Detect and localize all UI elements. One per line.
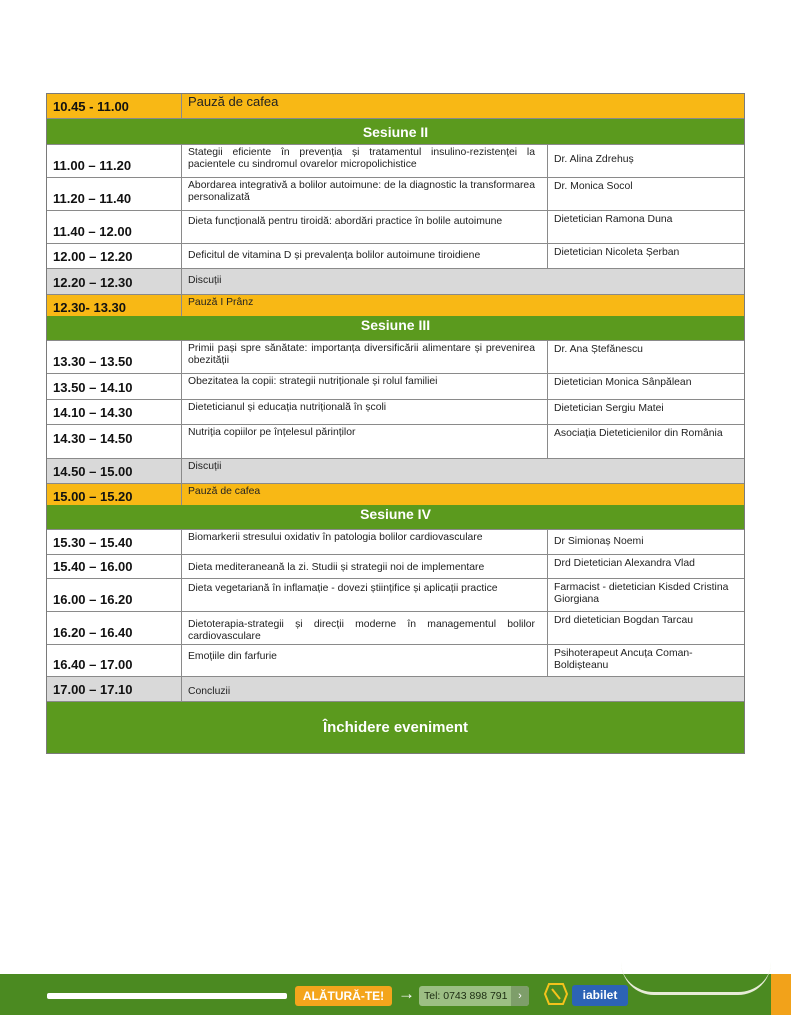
agenda-row — [47, 244, 744, 269]
session-talk-title: Pauză de cafea — [181, 94, 744, 118]
session-talk-title: Dieta vegetariană în inflamație - dovezi științifice și aplicații practice — [181, 579, 547, 611]
speaker-name: Dr Simionaș Noemi — [547, 530, 744, 554]
speaker-name: Dietetician Ramona Duna — [547, 211, 744, 243]
time-slot: 16.20 – 16.40 — [53, 625, 133, 640]
session-title: Sesiune II — [362, 124, 429, 140]
session-talk-title: Stategii eficiente în prevenția și tratamentul insulino-rezistenței la pacientele cu sindromul ovarelor micropolichistice — [181, 145, 547, 177]
iabilet-logo[interactable]: iabilet — [572, 985, 628, 1006]
discussion-row — [47, 269, 744, 295]
speaker-name: Dietetician Sergiu Matei — [547, 400, 744, 424]
speaker-name: Drd dietetician Bogdan Tarcau — [547, 612, 744, 644]
time-slot: 16.00 – 16.20 — [53, 592, 133, 607]
agenda-table — [46, 93, 745, 754]
session-header — [47, 505, 744, 530]
decorative-line — [47, 993, 287, 999]
speaker-name: Dr. Ana Ștefănescu — [547, 341, 744, 373]
time-slot: 14.50 – 15.00 — [53, 464, 133, 479]
session-talk-title: Emoțiile din farfurie — [181, 645, 547, 676]
agenda-row — [47, 530, 744, 555]
time-slot: 13.30 – 13.50 — [53, 354, 133, 369]
time-slot: 14.10 – 14.30 — [53, 405, 133, 420]
session-talk-title: Discuții — [181, 269, 744, 294]
session-talk-title: Concluzii — [181, 677, 744, 701]
ticket-icon — [543, 982, 569, 1006]
session-header — [47, 119, 744, 145]
session-talk-title: Dietoterapia-strategii și direcții moderne în managementul bolilor cardiovasculare — [181, 612, 547, 644]
time-slot: 11.20 – 11.40 — [53, 191, 132, 206]
arrow-right-icon: → — [398, 984, 415, 1003]
agenda-row — [47, 145, 744, 178]
speaker-name: Dietetician Monica Sânpălean — [547, 374, 744, 399]
time-slot: 12.20 – 12.30 — [53, 275, 133, 290]
time-slot: 10.45 - 11.00 — [53, 99, 129, 114]
time-slot: 15.40 – 16.00 — [53, 559, 133, 574]
agenda-row — [47, 178, 744, 211]
closing-title: Închidere eveniment — [322, 719, 469, 736]
agenda-row — [47, 341, 744, 374]
session-talk-title: Dieta mediteraneană la zi. Studii și strategii noi de implementare — [181, 555, 547, 578]
session-title: Sesiune III — [360, 317, 431, 333]
session-talk-title: Pauză I Prânz — [181, 295, 744, 319]
closing-row — [47, 702, 744, 753]
session-talk-title: Abordarea integrativă a bolilor autoimune: de la diagnostic la transformarea personalizată — [181, 178, 547, 210]
agenda-row — [47, 400, 744, 425]
session-talk-title: Primii pași spre sănătate: importanța diversificării alimentare și prevenirea obezității — [181, 341, 547, 373]
speaker-name: Farmacist - dietetician Kisded Cristina Giorgiana — [547, 579, 744, 611]
speaker-name: Dr. Alina Zdrehuș — [547, 145, 744, 177]
phone-button[interactable] — [419, 986, 529, 1006]
session-talk-title: Discuții — [181, 459, 744, 483]
agenda-row — [47, 425, 744, 459]
session-talk-title: Deficitul de vitamina D și prevalența bolilor autoimune tiroidiene — [181, 244, 547, 268]
agenda-row — [47, 579, 744, 612]
discussion-row — [47, 459, 744, 484]
phone-number: Tel: 0743 898 791 — [424, 990, 508, 1002]
session-talk-title: Dieta funcțională pentru tiroidă: abordări practice în bolile autoimune — [181, 211, 547, 243]
chevron-right-icon: › — [511, 986, 529, 1006]
session-talk-title: Nutriția copiilor pe înțelesul părinților — [181, 425, 547, 458]
time-slot: 14.30 – 14.50 — [53, 431, 133, 446]
session-talk-title: Pauză de cafea — [181, 484, 744, 508]
time-slot: 11.40 – 12.00 — [53, 224, 132, 239]
session-talk-title: Biomarkerii stresului oxidativ în patologia bolilor cardiovasculare — [181, 530, 547, 554]
time-slot: 11.00 – 11.20 — [53, 158, 132, 173]
decorative-arc — [621, 962, 771, 995]
break-row — [47, 94, 744, 119]
speaker-name: Dietetician Nicoleta Șerban — [547, 244, 744, 268]
agenda-row — [47, 211, 744, 244]
time-slot: 15.00 – 15.20 — [53, 489, 133, 504]
agenda-row — [47, 555, 744, 579]
time-slot: 12.30- 13.30 — [53, 300, 127, 315]
discussion-row — [47, 677, 744, 702]
speaker-name: Drd Dietetician Alexandra Vlad — [547, 555, 744, 578]
time-slot: 17.00 – 17.10 — [53, 682, 133, 697]
agenda-row — [47, 645, 744, 677]
session-title: Sesiune IV — [360, 506, 431, 522]
session-talk-title: Obezitatea la copii: strategii nutriționale și rolul familiei — [181, 374, 547, 399]
time-slot: 15.30 – 15.40 — [53, 535, 133, 550]
agenda-row — [47, 612, 744, 645]
decorative-corner — [771, 974, 791, 1015]
speaker-name: Dr. Monica Socol — [547, 178, 744, 210]
time-slot: 16.40 – 17.00 — [53, 657, 133, 672]
agenda-row — [47, 374, 744, 400]
join-button[interactable]: ALĂTURĂ-TE! — [295, 986, 392, 1006]
speaker-name: Psihoterapeut Ancuța Coman-Boldișteanu — [547, 645, 744, 676]
session-talk-title: Dieteticianul și educația nutrițională în școli — [181, 400, 547, 424]
time-slot: 12.00 – 12.20 — [53, 249, 133, 264]
speaker-name: Asociația Dieteticienilor din România — [547, 425, 744, 458]
session-header — [47, 316, 744, 341]
footer-banner — [0, 974, 791, 1015]
time-slot: 13.50 – 14.10 — [53, 380, 133, 395]
